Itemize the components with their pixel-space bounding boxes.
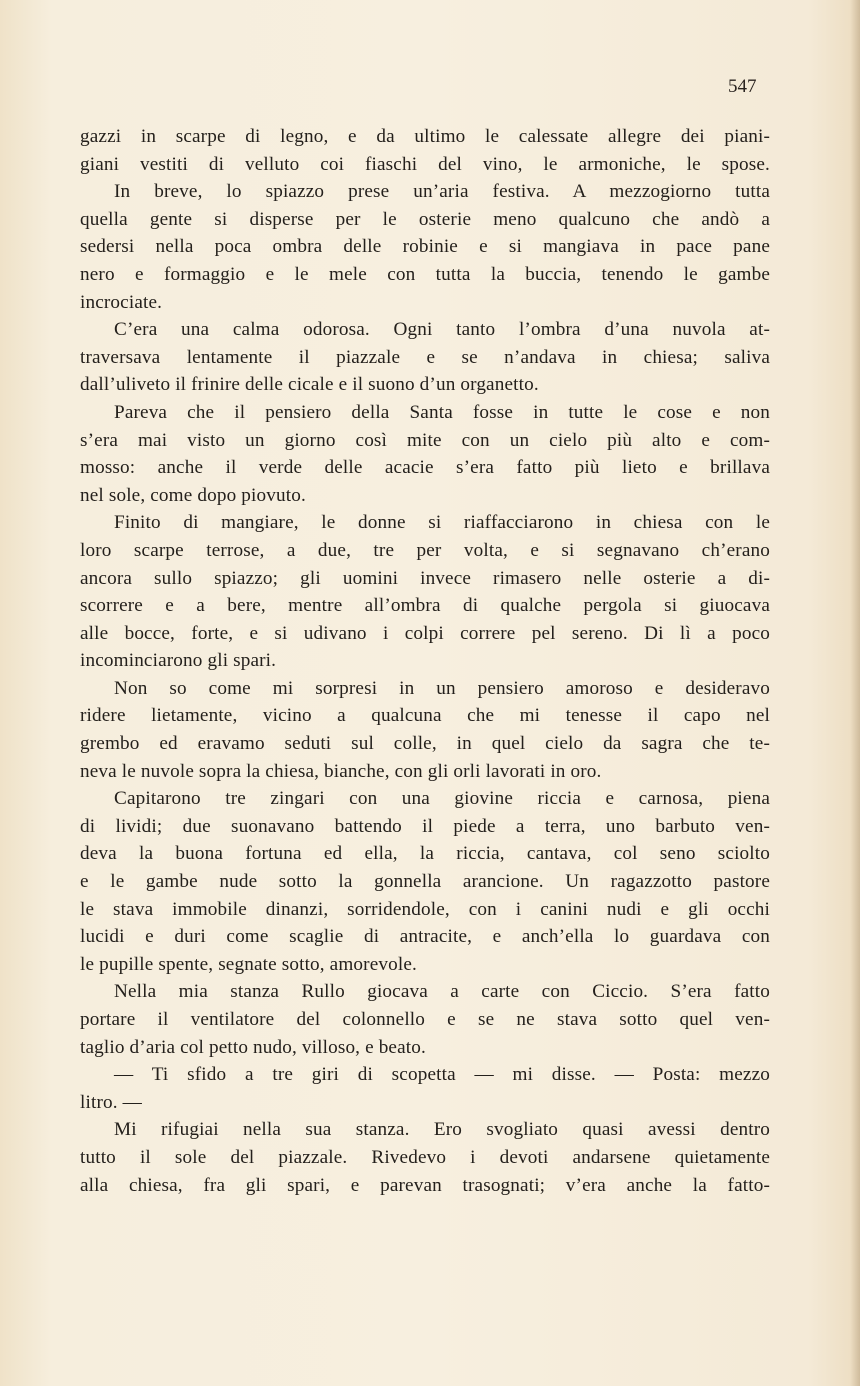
text-line: Mi rifugiai nella sua stanza. Ero svogliato quasi avessi dentro bbox=[114, 1119, 770, 1141]
text-line: Capitarono tre zingari con una giovine riccia e carnosa, piena bbox=[114, 788, 770, 810]
text-line: tutto il sole del piazzale. Rivedevo i devoti andarsene quietamente bbox=[80, 1146, 770, 1168]
text-line: portare il ventilatore del colonnello e se ne stava sotto quel ven- bbox=[80, 1009, 770, 1030]
page-edge-shadow bbox=[850, 0, 860, 1386]
text-line: gazzi in scarpe di legno, e da ultimo le calessate allegre dei piani- bbox=[80, 126, 770, 147]
text-line: mosso: anche il verde delle acacie s’era fatto più lieto e brillava bbox=[80, 457, 770, 479]
text-line: Nella mia stanza Rullo giocava a carte con Ciccio. S’era fatto bbox=[114, 981, 770, 1003]
text-line: incominciarono gli spari. bbox=[80, 650, 277, 672]
text-line: deva la buona fortuna ed ella, la riccia, cantava, col seno sciolto bbox=[80, 843, 770, 865]
text-line: s’era mai visto un giorno così mite con un cielo più alto e com- bbox=[80, 429, 770, 451]
text-line: ancora sullo spiazzo; gli uomini invece rimasero nelle osterie a di- bbox=[80, 567, 770, 589]
text-line: alla chiesa, fra gli spari, e parevan trasognati; v’era anche la fatto- bbox=[80, 1174, 770, 1196]
text-line: lucidi e duri come scaglie di antracite, e anch’ella lo guardava con bbox=[80, 926, 770, 948]
page-number: 547 bbox=[728, 76, 757, 97]
text-line: scorrere e a bere, mentre all’ombra di qualche pergola si giuocava bbox=[80, 595, 770, 617]
text-line: nero e formaggio e le mele con tutta la buccia, tenendo le gambe bbox=[80, 263, 770, 285]
text-line: alle bocce, forte, e si udivano i colpi correre pel sereno. Di lì a poco bbox=[80, 622, 770, 644]
text-line: di lividi; due suonavano battendo il piede a terra, uno barbuto ven- bbox=[80, 815, 770, 837]
text-line: In breve, lo spiazzo prese un’aria festiva. A mezzogiorno tutta bbox=[114, 181, 770, 203]
text-line: — Ti sfido a tre giri di scopetta — mi disse. — Posta: mezzo bbox=[114, 1064, 770, 1086]
text-line: dall’uliveto il frinire delle cicale e il suono d’un organetto. bbox=[80, 374, 539, 396]
text-line: e le gambe nude sotto la gonnella arancione. Un ragazzotto pastore bbox=[80, 871, 770, 893]
text-line: incrociate. bbox=[80, 291, 163, 313]
text-line: taglio d’aria col petto nudo, villoso, e beato. bbox=[80, 1036, 426, 1058]
text-line: loro scarpe terrose, a due, tre per volta, e si segnavano ch’erano bbox=[80, 539, 770, 561]
text-line: sedersi nella poca ombra delle robinie e si mangiava in pace pane bbox=[80, 236, 770, 258]
text-line: nel sole, come dopo piovuto. bbox=[80, 484, 306, 506]
text-line: le stava immobile dinanzi, sorridendole, con i canini nudi e gli occhi bbox=[80, 898, 770, 920]
body-text bbox=[80, 123, 770, 1199]
text-line: Finito di mangiare, le donne si riaffacciarono in chiesa con le bbox=[114, 512, 770, 534]
text-line: C’era una calma odorosa. Ogni tanto l’ombra d’una nuvola at- bbox=[114, 319, 770, 341]
text-line: neva le nuvole sopra la chiesa, bianche, con gli orli lavorati in oro. bbox=[80, 760, 602, 782]
text-line: Pareva che il pensiero della Santa fosse in tutte le cose e non bbox=[114, 401, 770, 423]
text-line: grembo ed eravamo seduti sul colle, in quel cielo da sagra che te- bbox=[80, 733, 770, 755]
text-line: quella gente si disperse per le osterie meno qualcuno che andò a bbox=[80, 208, 770, 230]
text-line: giani vestiti di velluto coi fiaschi del vino, le armoniche, le spose. bbox=[80, 153, 770, 175]
text-line: traversava lentamente il piazzale e se n’andava in chiesa; saliva bbox=[80, 346, 770, 368]
text-line: ridere lietamente, vicino a qualcuna che mi tenesse il capo nel bbox=[80, 705, 770, 727]
text-line: litro. — bbox=[80, 1091, 142, 1113]
text-line: Non so come mi sorpresi in un pensiero amoroso e desideravo bbox=[114, 677, 770, 699]
text-line: le pupille spente, segnate sotto, amorevole. bbox=[80, 953, 417, 975]
